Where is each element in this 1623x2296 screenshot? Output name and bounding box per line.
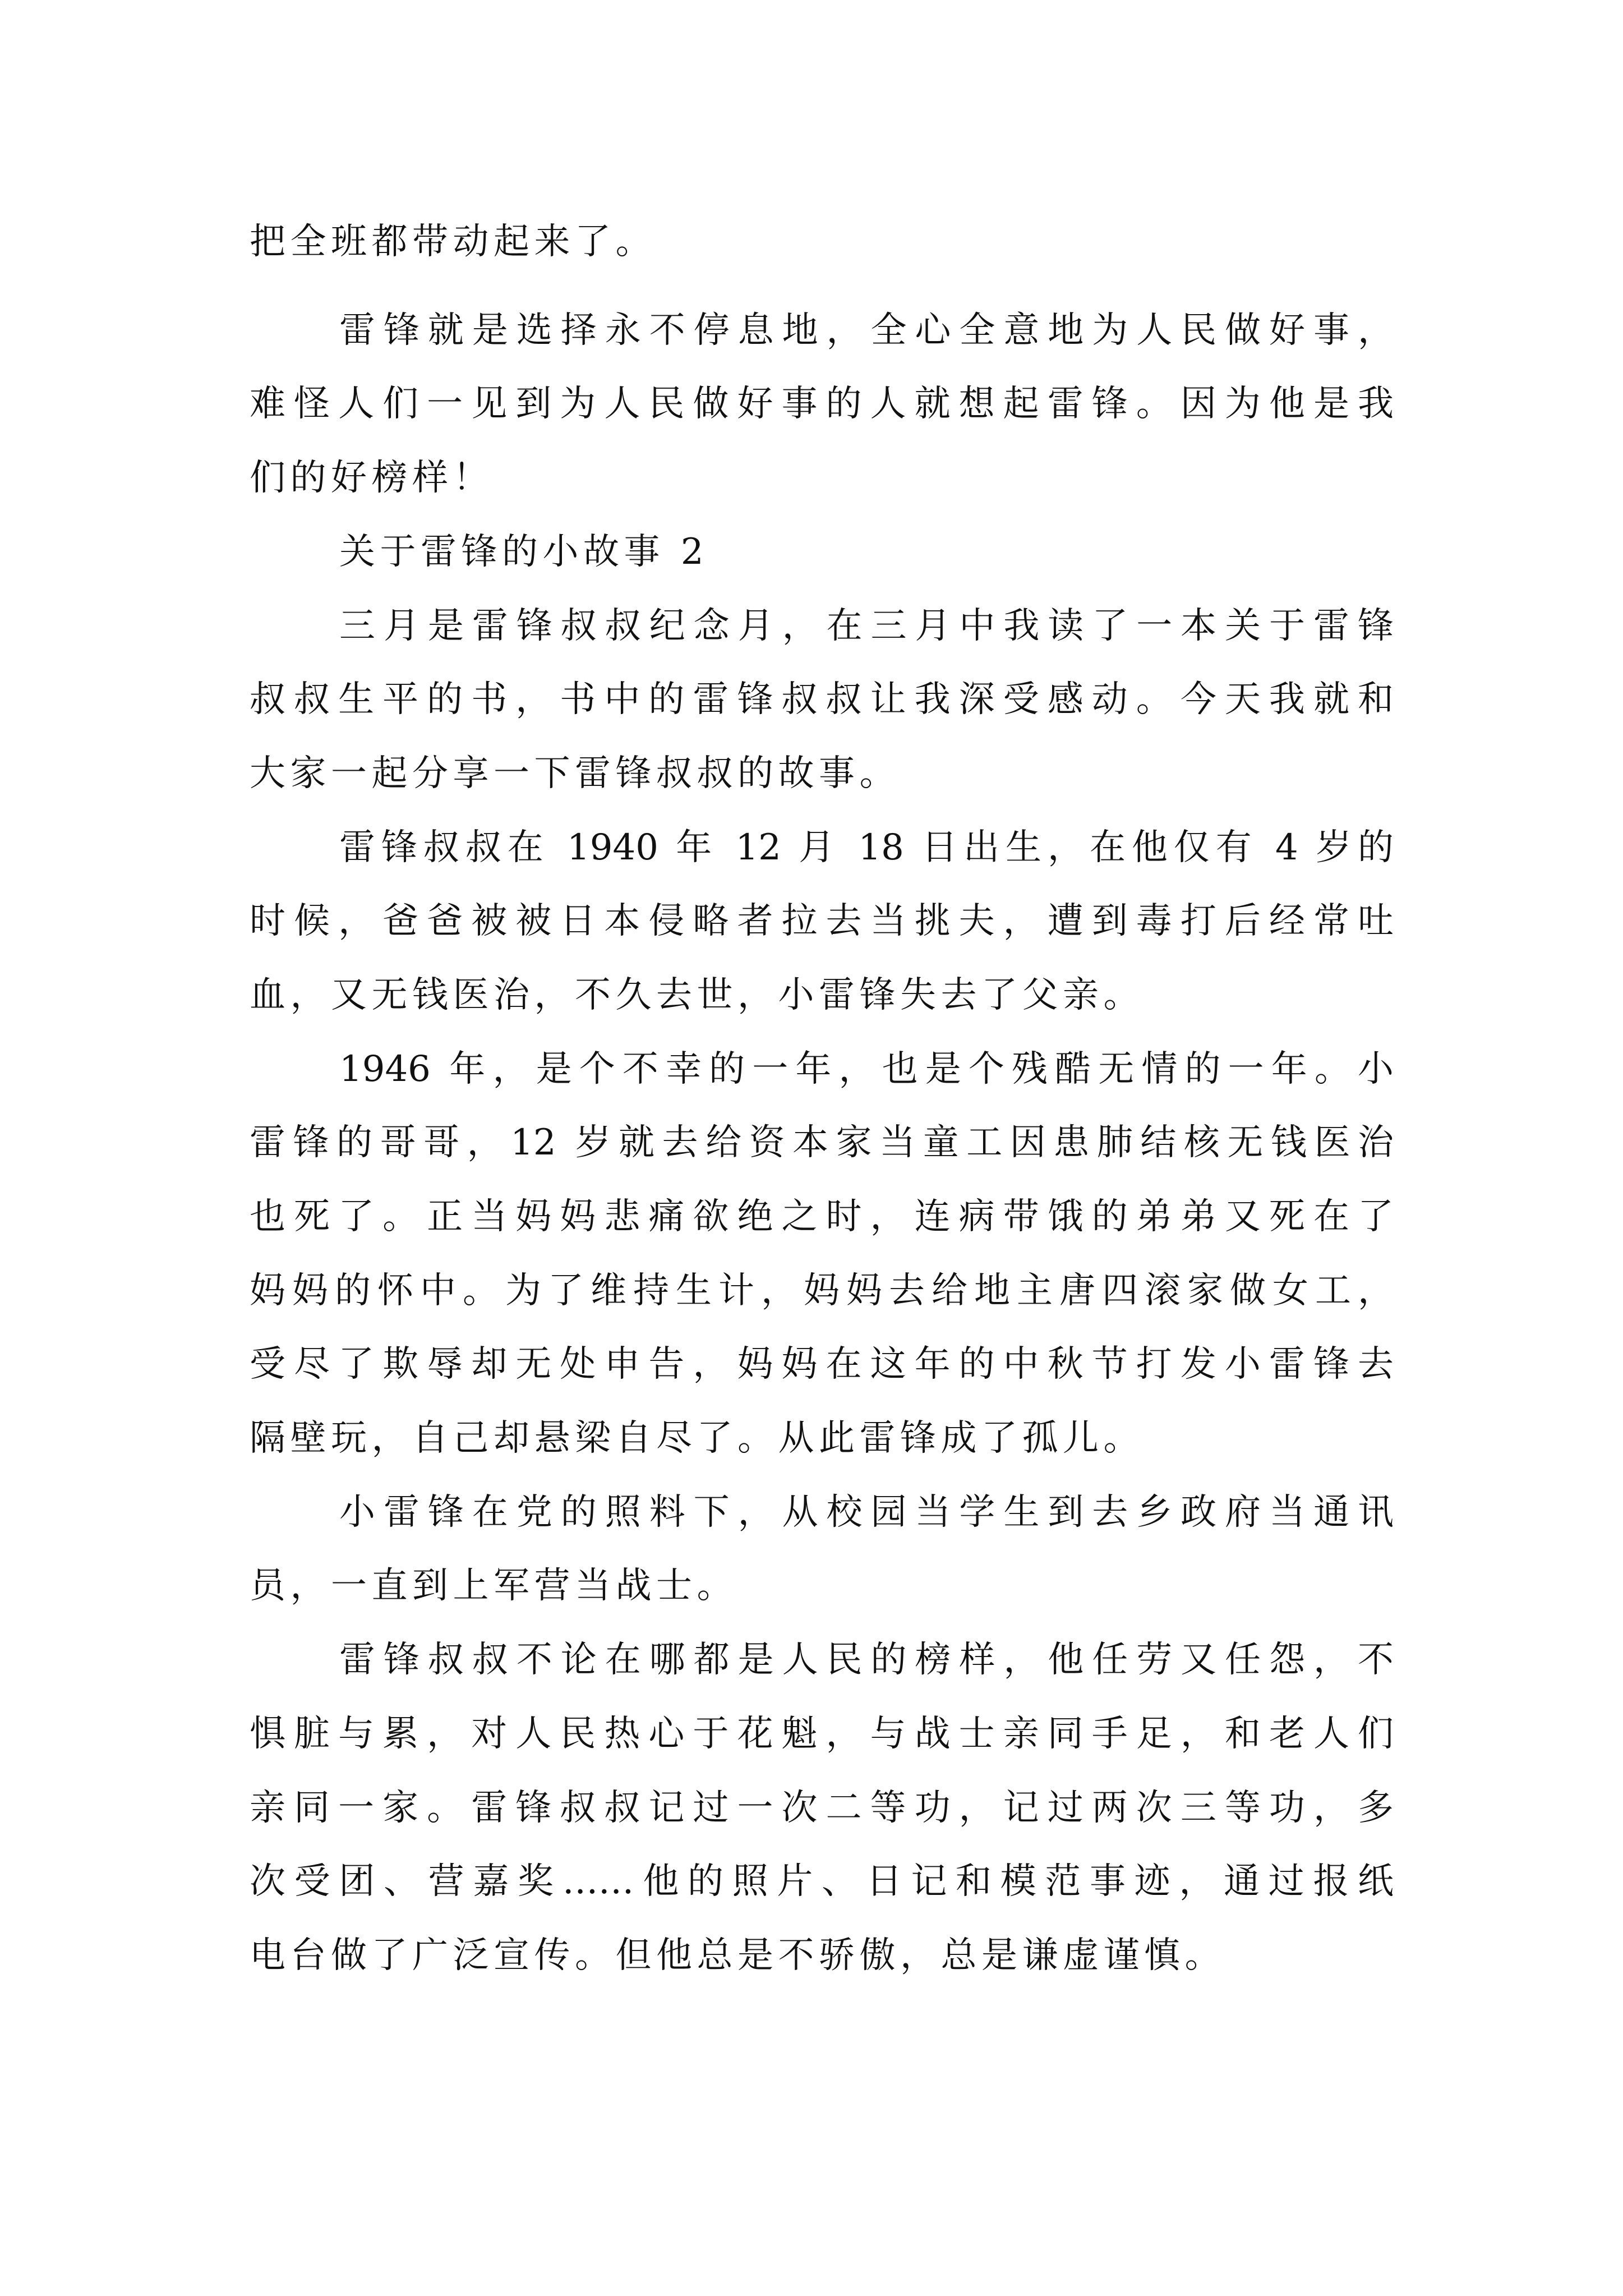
text-line: 惧脏与累，对人民热心于花魁，与战士亲同手足，和老人们 [250, 1713, 1394, 1755]
text-line: 难怪人们一见到为人民做好事的人就想起雷锋。因为他是我 [250, 383, 1394, 425]
text-line: 雷锋的哥哥，12 岁就去给资本家当童工因患肺结核无钱医治 [250, 1122, 1394, 1163]
text-line: 也死了。正当妈妈悲痛欲绝之时，连病带饿的弟弟又死在了 [250, 1196, 1394, 1237]
text-line: 大家一起分享一下雷锋叔叔的故事。 [250, 753, 900, 794]
text-line: 关于雷锋的小故事 2 [339, 531, 709, 573]
text-line: 亲同一家。雷锋叔叔记过一次二等功，记过两次三等功，多 [250, 1787, 1394, 1829]
text-line: 妈妈的怀中。为了维持生计，妈妈去给地主唐四滚家做女工， [250, 1270, 1394, 1312]
text-line: 时候，爸爸被被日本侵略者拉去当挑夫，遭到毒打后经常吐 [250, 900, 1394, 942]
text-line: 雷锋叔叔不论在哪都是人民的榜样，他任劳又任怨，不 [339, 1639, 1394, 1681]
text-line: 次受团、营嘉奖……他的照片、日记和模范事迹，通过报纸 [250, 1861, 1394, 1902]
text-line: 把全班都带动起来了。 [250, 221, 656, 263]
text-line: 雷锋就是选择永不停息地，全心全意地为人民做好事， [339, 310, 1394, 351]
text-line: 三月是雷锋叔叔纪念月，在三月中我读了一本关于雷锋 [339, 605, 1394, 647]
text-line: 们的好榜样！ [250, 457, 494, 499]
text-line: 员，一直到上军营当战士。 [250, 1565, 737, 1607]
text-line: 1946 年，是个不幸的一年，也是个残酷无情的一年。小 [339, 1048, 1394, 1090]
text-line: 小雷锋在党的照料下，从校园当学生到去乡政府当通讯 [339, 1492, 1394, 1533]
text-line: 隔壁玩，自己却悬梁自尽了。从此雷锋成了孤儿。 [250, 1418, 1144, 1459]
text-line: 叔叔生平的书，书中的雷锋叔叔让我深受感动。今天我就和 [250, 679, 1394, 720]
text-line: 雷锋叔叔在 1940 年 12 月 18 日出生，在他仅有 4 岁的 [339, 827, 1394, 868]
text-line: 受尽了欺辱却无处申告，妈妈在这年的中秋节打发小雷锋去 [250, 1343, 1394, 1385]
text-line: 电台做了广泛宣传。但他总是不骄傲，总是谦虚谨慎。 [250, 1935, 1225, 1976]
text-line: 血，又无钱医治，不久去世，小雷锋失去了父亲。 [250, 974, 1144, 1016]
